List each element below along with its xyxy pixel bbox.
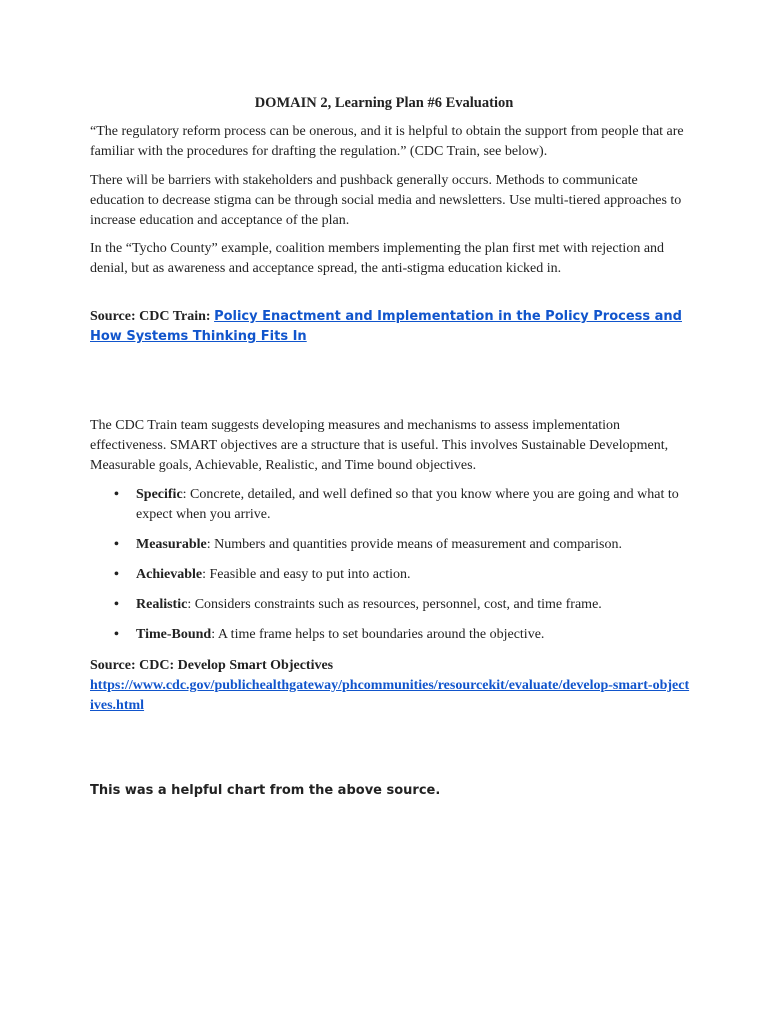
paragraph-barriers: There will be barriers with stakeholders and pushback generally occurs. Methods to communicate education to decrease stigma can be through social media and newsletters. Use multi-tiered approaches to increase education and acceptance of the plan. bbox=[90, 173, 682, 228]
list-item-term: Achievable bbox=[136, 567, 203, 582]
chart-note: This was a helpful chart from the above source. bbox=[90, 783, 441, 798]
list-item-text: : Concrete, detailed, and well defined so that you know where you are going and what to expect when you arrive. bbox=[136, 487, 679, 522]
page-title: DOMAIN 2, Learning Plan #6 Evaluation bbox=[254, 95, 514, 111]
list-item bbox=[90, 485, 690, 525]
list-item-text: : Feasible and easy to put into action. bbox=[202, 567, 411, 582]
source-label: Source: CDC Train: bbox=[90, 309, 211, 324]
source-label: Source: CDC: Develop Smart Objectives bbox=[90, 658, 334, 673]
list-item-term: Realistic bbox=[136, 597, 188, 612]
source-link-smart[interactable]: https://www.cdc.gov/publichealthgateway/phcommunities/resourcekit/evaluate/develop-smart-objectives.html bbox=[90, 678, 690, 713]
list-item bbox=[90, 565, 690, 585]
list-item-text: : A time frame helps to set boundaries around the objective. bbox=[211, 627, 545, 642]
paragraph-smart: The CDC Train team suggests developing measures and mechanisms to assess implementation effectiveness. SMART objectives are a structure that is useful. This involves Sustainable Development, Measurable goals, Achievable, Realistic, and Time bound objectives. bbox=[90, 418, 669, 473]
paragraph-quote: “The regulatory reform process can be onerous, and it is helpful to obtain the support from people that are familiar with the procedures for drafting the regulation.” (CDC Train, see below). bbox=[90, 124, 684, 159]
bullet-icon: • bbox=[114, 537, 119, 552]
list-item-term: Measurable bbox=[136, 537, 207, 552]
paragraph-tycho: In the “Tycho County” example, coalition members implementing the plan first met with rejection and denial, but as awareness and acceptance spread, the anti-stigma education kicked in. bbox=[90, 241, 665, 276]
source-cdc-train bbox=[90, 307, 690, 347]
bullet-icon: • bbox=[114, 567, 119, 582]
list-item-text: : Numbers and quantities provide means of measurement and comparison. bbox=[206, 537, 622, 552]
list-item bbox=[90, 595, 690, 615]
bullet-icon: • bbox=[114, 627, 119, 642]
smart-list bbox=[90, 485, 690, 655]
bullet-icon: • bbox=[114, 597, 119, 612]
list-item-text: : Considers constraints such as resources, personnel, cost, and time frame. bbox=[187, 597, 602, 612]
bullet-icon: • bbox=[114, 487, 119, 502]
list-item-term: Specific bbox=[136, 487, 183, 502]
list-item-term: Time-Bound bbox=[136, 627, 212, 642]
source-cdc-smart bbox=[90, 656, 690, 716]
source-link-policy[interactable]: Policy Enactment and Implementation in the Policy Process and How Systems Thinking Fits In bbox=[90, 309, 682, 344]
list-item bbox=[90, 625, 690, 645]
list-item bbox=[90, 535, 690, 555]
